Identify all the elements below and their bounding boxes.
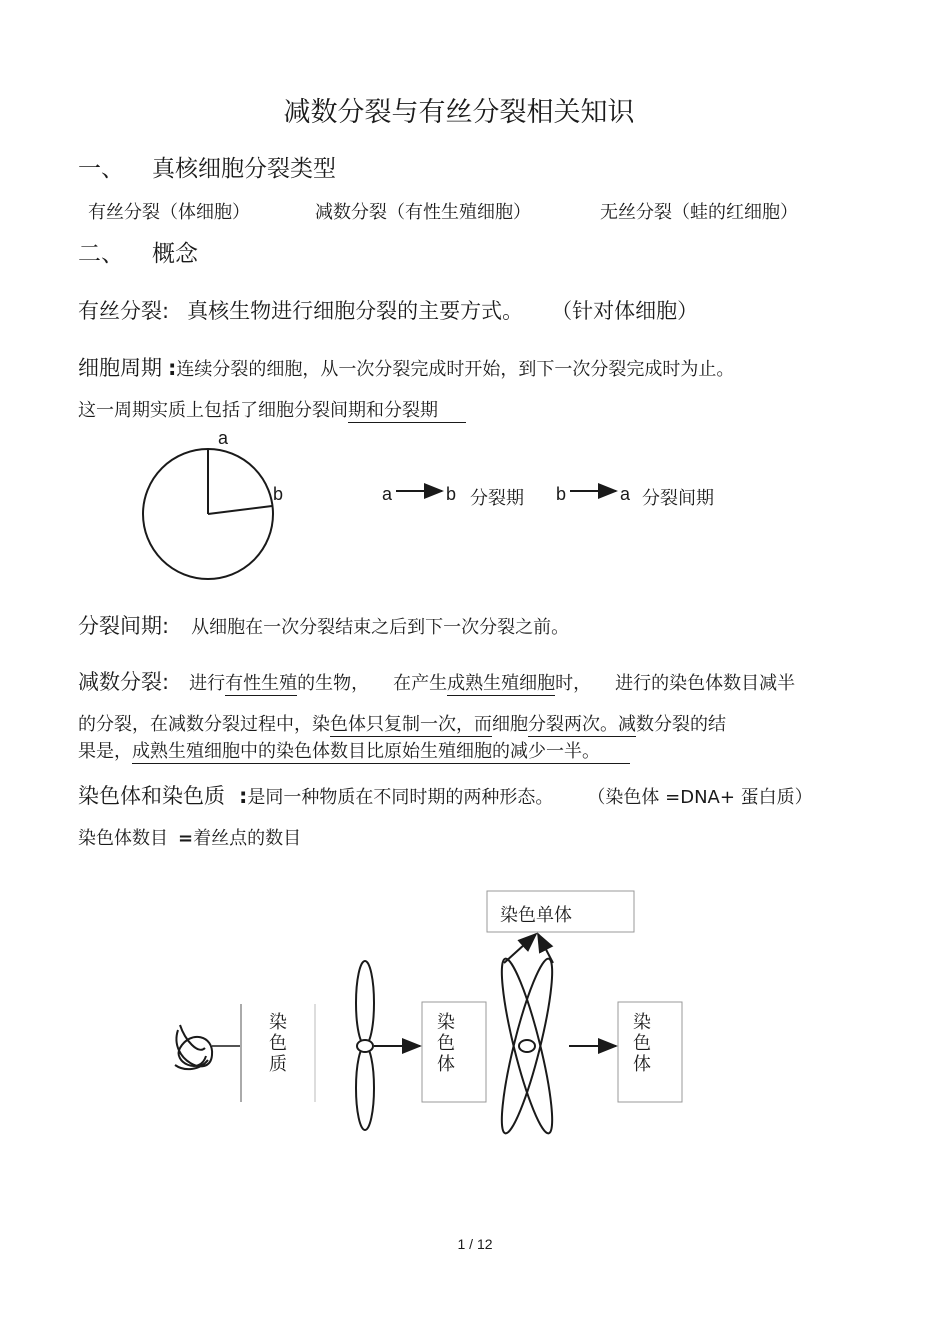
cell-cycle-line2-b: 期和分裂期 [348,400,466,423]
division-type-2: 减数分裂（有性生殖细胞） [315,202,531,223]
meiosis-l1-a: 进行 [189,673,226,694]
meiosis-l2-f: 数分裂的结 [636,714,726,735]
seq2-name: 分裂间期 [642,488,714,509]
division-type-1: 有丝分裂（体细胞） [88,202,250,223]
seq2-to: a [620,484,631,504]
chromatin-char-2: 色 [269,1033,287,1054]
page-title: 减数分裂与有丝分裂相关知识 [283,97,635,128]
cell-cycle-line2-a: 这一周期实质上包括了细胞分裂间 [78,400,348,421]
chromosome2-shape [493,956,562,1137]
cell-cycle-term: 细胞周期 [78,356,162,380]
chromosome1-arm-bottom [356,1046,374,1130]
chromosome1-char-1: 染 [437,1012,455,1033]
meiosis-l3-b: 成熟生殖细胞中的染色体数目比原始生殖细胞的减少一半。 [132,741,630,764]
meiosis-l1-b: 有性生殖 [225,673,298,694]
cell-cycle-def: 连续分裂的细胞，从一次分裂完成时开始，到下一次分裂完成时为止。 [176,359,735,380]
meiosis-line1 [78,666,795,696]
chromosome-definition [78,780,813,810]
meiosis-l2-a: 的分裂，在减数分裂过程中， [78,714,312,735]
meiosis-term: 减数分裂: [78,670,170,694]
chromatid-pointer-left [504,934,536,963]
section2-heading [78,235,198,268]
meiosis-line2 [78,710,726,736]
meiosis-l2-d: 细胞 [492,714,528,735]
meiosis-l2-e: 分裂两次。减 [528,714,636,735]
chromatid-label: 染色单体 [500,905,572,926]
chromosome2-label [618,1004,666,1075]
mitosis-note: （针对体细胞） [551,299,699,323]
meiosis-l1-c: 的生物， [297,673,370,694]
division-type-3: 无丝分裂（蛙的红细胞） [600,202,798,223]
chromatin-label [241,1004,315,1075]
cell-cycle-definition [78,352,734,382]
chromatin-char-1: 染 [269,1012,287,1033]
chromosome2-char-2: 色 [633,1033,651,1054]
section1-title: 真核细胞分裂类型 [152,156,336,182]
seq1-from: a [382,484,393,504]
meiosis-l1-f: 时， [555,673,592,694]
chromosome1-char-2: 色 [437,1033,455,1054]
mitosis-def: 真核生物进行细胞分裂的主要方式。 [187,299,524,323]
chromosome-diagram [0,880,950,1150]
mitosis-definition [78,295,698,325]
chromo-colon: : [239,784,248,808]
meiosis-l1-d: 在产生 [393,673,448,694]
chromosome1-centromere [357,1040,373,1052]
meiosis-l3-a: 果是， [78,741,132,762]
chromo-def: 是同一种物质在不同时期的两种形态。 [247,787,554,808]
meiosis-l2-b: 染 [312,714,330,735]
cycle-label-b: b [273,484,284,504]
chromosome1-label [422,1004,470,1075]
chromosome2-centromere [519,1040,535,1052]
count-def: 着丝点的数目 [193,828,302,849]
count-term: 染色体数目 [78,828,168,849]
seq1-name: 分裂期 [470,488,524,509]
mitosis-term: 有丝分裂: [78,299,170,323]
meiosis-l1-g: 进行的染色体数目减半 [615,673,796,694]
chromatid-pointer-right [538,934,553,963]
cell-cycle-line2 [78,396,466,422]
chromosome-count [78,824,301,850]
meiosis-l2-c: 色体只复制一次，而 [330,714,492,735]
chromosome1-char-3: 体 [437,1054,455,1075]
cycle-radius-b [208,506,272,514]
seq2-from: b [556,484,567,504]
section1-heading [78,150,336,183]
chromosome2-char-3: 体 [633,1054,651,1075]
section2-number: 二、 [78,241,124,267]
interphase-definition [78,610,569,640]
chromosome2-char-1: 染 [633,1012,651,1033]
meiosis-line3 [78,737,630,763]
count-eq: = [178,828,194,849]
chromosome1-arm-top [356,961,374,1045]
cell-cycle-colon: : [168,356,177,380]
section1-number: 一、 [78,156,124,182]
chromo-term: 染色体和染色质 [78,784,225,808]
chromatin-char-3: 质 [269,1054,287,1075]
interphase-term: 分裂间期: [78,614,170,638]
cycle-label-a: a [218,428,229,448]
chromatin-squiggle [175,1025,212,1069]
interphase-def: 从细胞在一次分裂结束之后到下一次分裂之前。 [191,617,570,638]
chromo-note: （染色体 =DNA+ 蛋白质） [587,787,813,808]
meiosis-l1-e: 成熟生殖细胞 [447,673,556,694]
seq1-to: b [446,484,457,504]
section2-title: 概念 [152,241,198,267]
page-number: 1 / 12 [457,1236,493,1252]
